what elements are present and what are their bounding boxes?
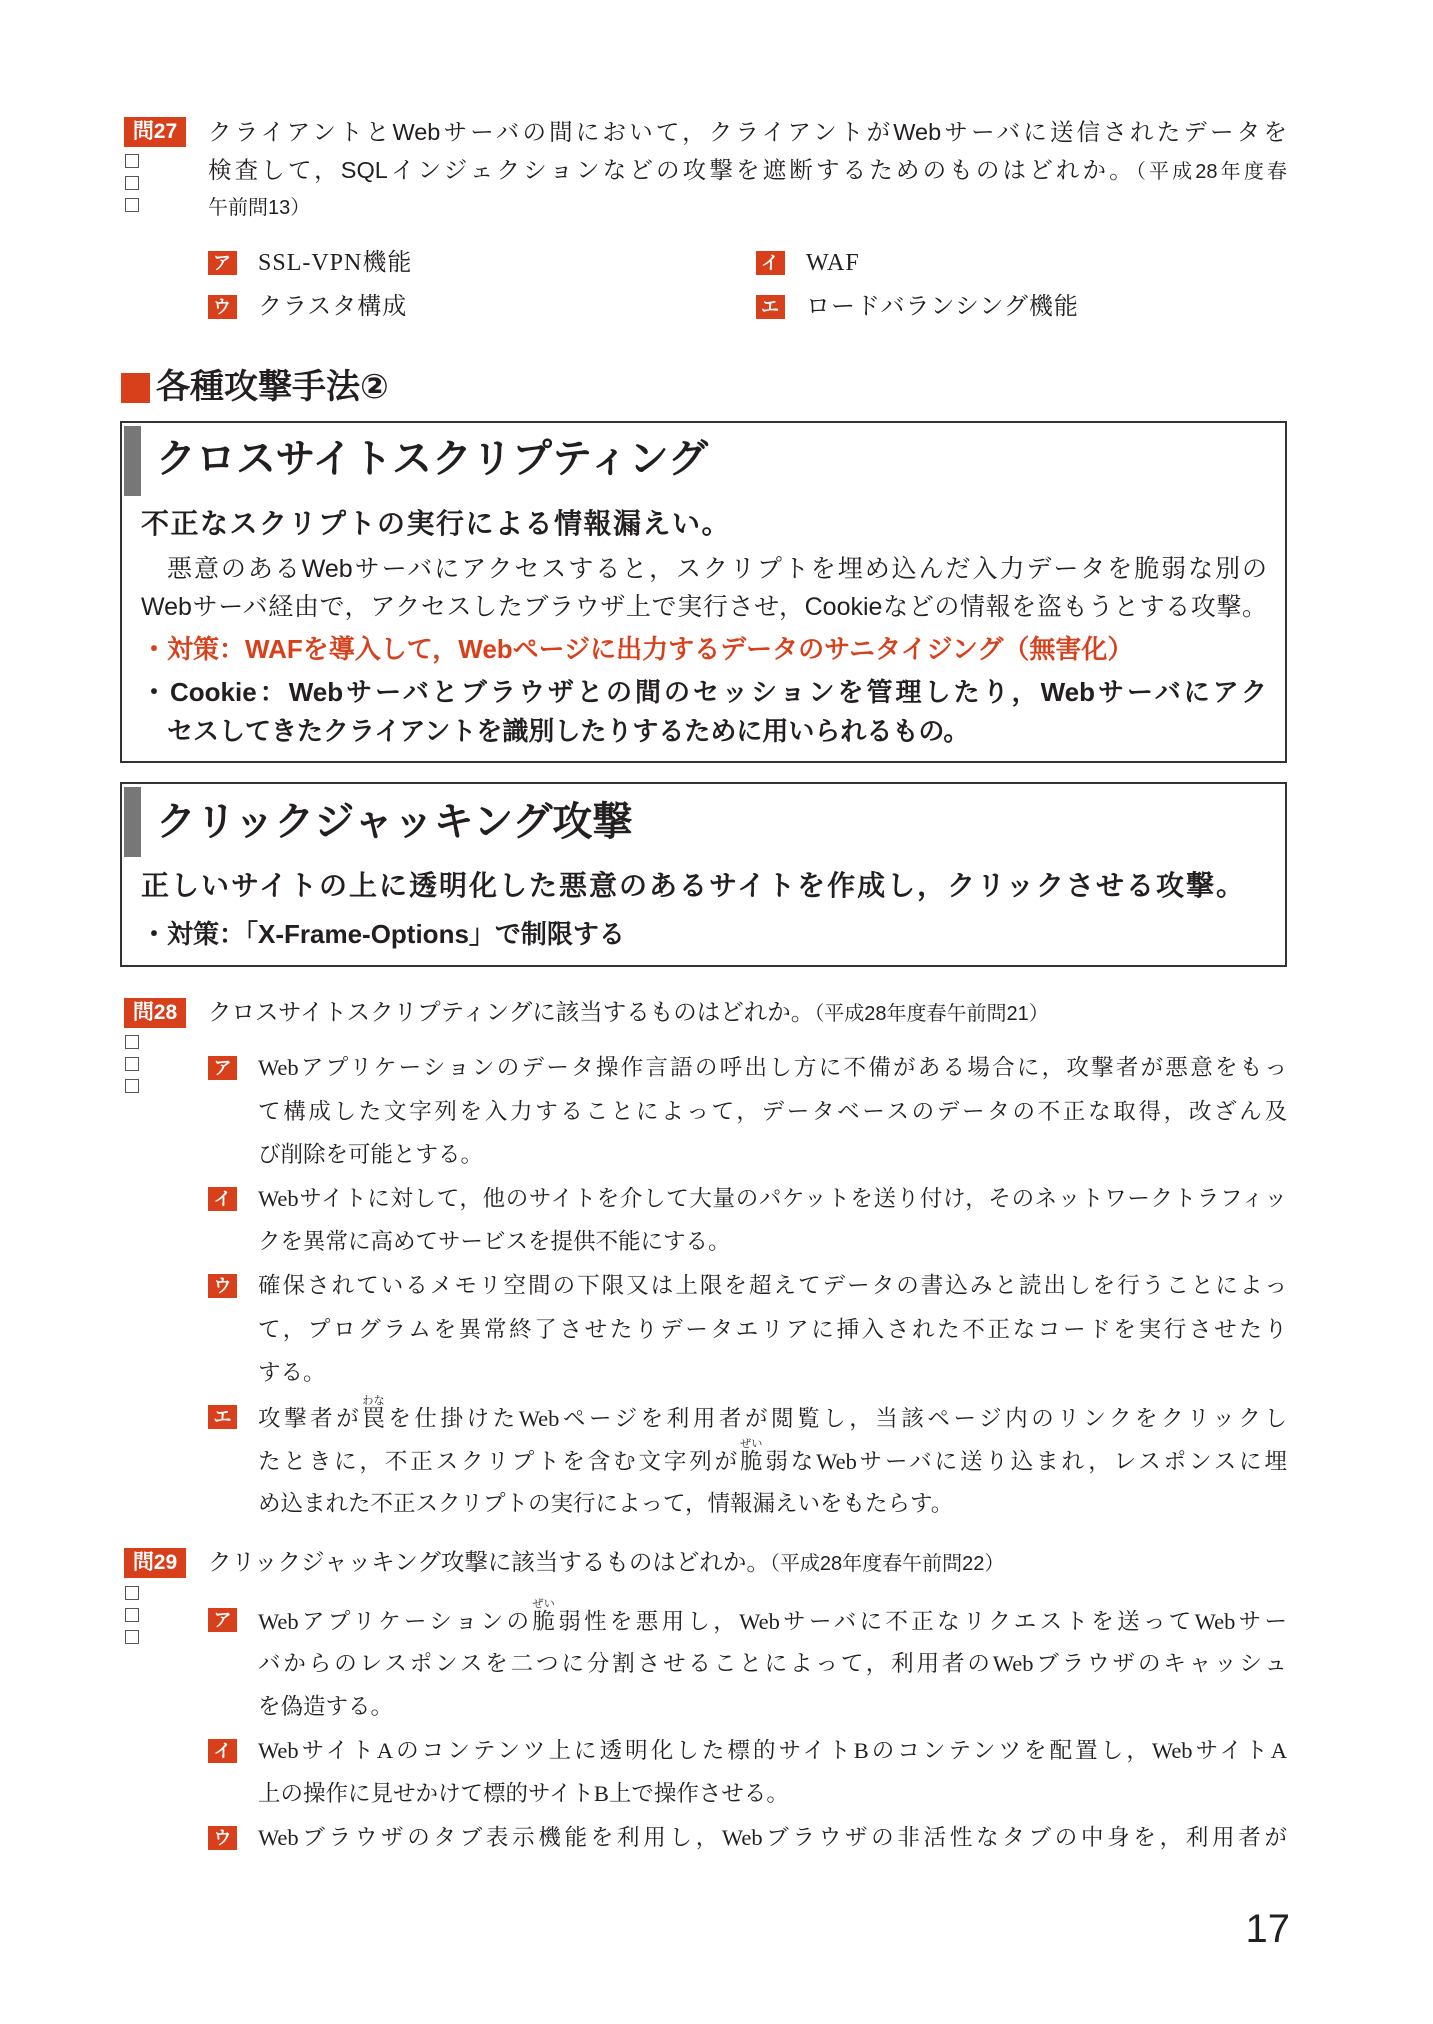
choice-u	[208, 285, 407, 329]
ruby-base: 脆	[740, 1449, 766, 1475]
question-source: （平成28年度春午前問21）	[814, 1003, 1049, 1025]
question-stem-27	[208, 113, 1287, 227]
choice-label: ウ	[208, 1274, 237, 1298]
choice-label: イ	[208, 1187, 237, 1211]
choice-u	[208, 1816, 1287, 1860]
stem-line	[208, 993, 1287, 1031]
choice-text: ロードバランシング機能	[806, 294, 1079, 320]
text-segment: 攻撃者が	[258, 1405, 363, 1431]
choice-e	[756, 285, 1079, 329]
choice-text-line: 上の操作に見せかけて標的サイトB上で操作させる。	[258, 1781, 789, 1807]
checkbox-icon	[125, 1630, 139, 1644]
cookie-bullet	[141, 673, 1267, 751]
choice-label: イ	[208, 1739, 237, 1763]
choice-label: エ	[756, 295, 785, 319]
choice-u	[208, 1264, 1287, 1395]
ruby-word	[362, 1394, 389, 1431]
stem-text: 検査して，SQLインジェクションなどの攻撃を遮断するためのものはどれか。	[208, 157, 1136, 183]
checkbox-icon	[125, 1079, 139, 1093]
title-bar-accent	[124, 787, 141, 857]
clickjacking-summary-box	[120, 782, 1287, 967]
choice-text-line: する。	[258, 1360, 326, 1386]
choice-list-29	[208, 1598, 1287, 1860]
choice-label: ア	[208, 1056, 237, 1080]
choice-label: ウ	[208, 1826, 237, 1850]
choice-text-line: を偽造する。	[258, 1694, 394, 1720]
countermeasure-bullet	[141, 915, 1267, 954]
text-segment: を仕掛けたWebページを利用者が閲覧し，当該ページ内のリンクをクリックし	[388, 1405, 1287, 1431]
box-title: クロスサイトスクリプティング	[156, 437, 708, 481]
countermeasure-text: ・対策：「X-Frame-Options」で制限する	[141, 919, 625, 949]
choice-label: イ	[756, 251, 785, 275]
choice-text-line: め込まれた不正スクリプトの実行によって，情報漏えいをもたらす。	[258, 1490, 954, 1516]
choice-text-line	[258, 1438, 1287, 1482]
section-heading: 各種攻撃手法②	[156, 368, 389, 406]
choice-text-line: バからのレスポンスを二つに分割させることによって，利用者のWebブラウザのキャッシュ	[258, 1650, 1287, 1676]
title-bar-accent	[124, 426, 141, 496]
ruby-base: 罠	[362, 1405, 389, 1431]
choice-label: ア	[208, 251, 237, 275]
choice-label: エ	[208, 1405, 237, 1429]
choice-text-line	[258, 1598, 1287, 1642]
choice-i	[208, 1729, 1287, 1816]
box-subtitle: 正しいサイトの上に透明化した悪意のあるサイトを作成し，クリックさせる攻撃。	[141, 870, 1246, 901]
stem-text: クロスサイトスクリプティングに該当するものはどれか。	[208, 999, 815, 1025]
bullet-line: ・Cookie：Webサーバとブラウザとの間のセッションを管理したり，Webサーバにアク	[141, 677, 1267, 707]
choice-text-line: WebサイトAのコンテンツ上に透明化した標的サイトBのコンテンツを配置し，WebサイトA	[258, 1737, 1287, 1763]
choice-a	[208, 1598, 1287, 1729]
question-stem-29	[208, 1543, 1287, 1581]
ruby-word	[532, 1598, 559, 1634]
choice-e	[208, 1395, 1287, 1526]
choice-text-line: Webブラウザのタブ表示機能を利用し，Webブラウザの非活性なタブの中身を，利用者が	[258, 1824, 1287, 1850]
box-body	[141, 550, 1267, 626]
choice-text-line: び削除を可能とする。	[258, 1142, 484, 1168]
stem-line	[208, 1543, 1287, 1581]
countermeasure-text: ・対策：WAFを導入して，Webページに出力するデータのサニタイジング（無害化）	[141, 634, 1134, 664]
body-line: Webサーバ経由で，アクセスしたブラウザ上で実行させ，Cookieなどの情報を盗もうとする攻撃。	[141, 593, 1267, 621]
question-source: （平成28年度春午前問22）	[769, 1553, 1005, 1575]
checkbox-icon	[125, 1608, 139, 1622]
xss-summary-box	[120, 421, 1287, 763]
box-title: クリックジャッキング攻撃	[156, 800, 633, 844]
ruby-reading: ぜい	[740, 1438, 763, 1451]
box-subtitle: 不正なスクリプトの実行による情報漏えい。	[141, 508, 732, 539]
choice-text-line: Webアプリケーションのデータ操作言語の呼出し方に不備がある場合に，攻撃者が悪意をもっ	[258, 1055, 1287, 1080]
bullet-line: セスしてきたクライアントを識別したりするために用いられるもの。	[167, 716, 970, 746]
checkbox-icon	[125, 198, 139, 212]
checkbox-icon	[125, 1586, 139, 1600]
page-number: 17	[1245, 1907, 1290, 1951]
choice-list-28	[208, 1046, 1287, 1526]
choice-text: SSL-VPN機能	[258, 250, 413, 276]
checkbox-icon	[125, 154, 139, 168]
square-marker-icon	[121, 373, 150, 403]
text-segment: たときに，不正スクリプトを含む文字列が	[258, 1449, 741, 1475]
choice-a	[208, 1046, 1287, 1177]
choice-text-line: Webサイトに対して，他のサイトを介して大量のパケットを送り付け，そのネットワークトラフィッ	[258, 1185, 1287, 1211]
choice-text-line: て構成した文字列を入力することによって，データベースのデータの不正な取得，改ざん及	[258, 1098, 1287, 1124]
checkbox-icon	[125, 176, 139, 190]
choice-label: ウ	[208, 295, 237, 319]
choice-i	[756, 241, 860, 285]
choice-text-line: 確保されているメモリ空間の下限又は上限を超えてデータの書込みと読出しを行うことによっ	[258, 1272, 1287, 1298]
question-badge-28: 問28	[124, 998, 186, 1028]
text-segment: 弱性を悪用し，Webサーバに不正なリクエストを送ってWebサー	[558, 1609, 1288, 1634]
question-source: （平成28年度春	[1135, 161, 1287, 183]
choice-label: ア	[208, 1608, 237, 1632]
stem-line	[208, 151, 1287, 189]
checkbox-icon	[125, 1035, 139, 1049]
text-segment: Webアプリケーションの	[258, 1609, 533, 1634]
question-badge-29: 問29	[124, 1548, 186, 1578]
question-badge-27: 問27	[124, 117, 186, 147]
choice-text-line: クを異常に高めてサービスを提供不能にする。	[258, 1229, 731, 1255]
choice-text-line	[258, 1395, 1287, 1439]
stem-text: クリックジャッキング攻撃に該当するものはどれか。	[208, 1549, 770, 1575]
body-line: 悪意のあるWebサーバにアクセスすると，スクリプトを埋め込んだ入力データを脆弱な別の	[167, 555, 1267, 583]
ruby-base: 脆	[532, 1609, 559, 1634]
question-stem-28	[208, 993, 1287, 1031]
choice-text-line: て，プログラムを異常終了させたりデータエリアに挿入された不正なコードを実行させたり	[258, 1316, 1287, 1342]
choice-a	[208, 241, 412, 285]
ruby-word	[740, 1438, 766, 1475]
checkbox-icon	[125, 1057, 139, 1071]
choice-i	[208, 1177, 1287, 1264]
choice-text: WAF	[806, 250, 860, 276]
ruby-reading: ぜい	[532, 1598, 555, 1610]
choice-text: クラスタ構成	[258, 294, 408, 320]
countermeasure-bullet	[141, 630, 1267, 669]
ruby-reading: わな	[362, 1394, 385, 1407]
stem-line: クライアントとWebサーバの間において，クライアントがWebサーバに送信されたデータを	[208, 119, 1287, 145]
question-source: 午前問13）	[208, 197, 311, 219]
text-segment: 弱なWebサーバに送り込まれ，レスポンスに埋	[765, 1449, 1287, 1475]
